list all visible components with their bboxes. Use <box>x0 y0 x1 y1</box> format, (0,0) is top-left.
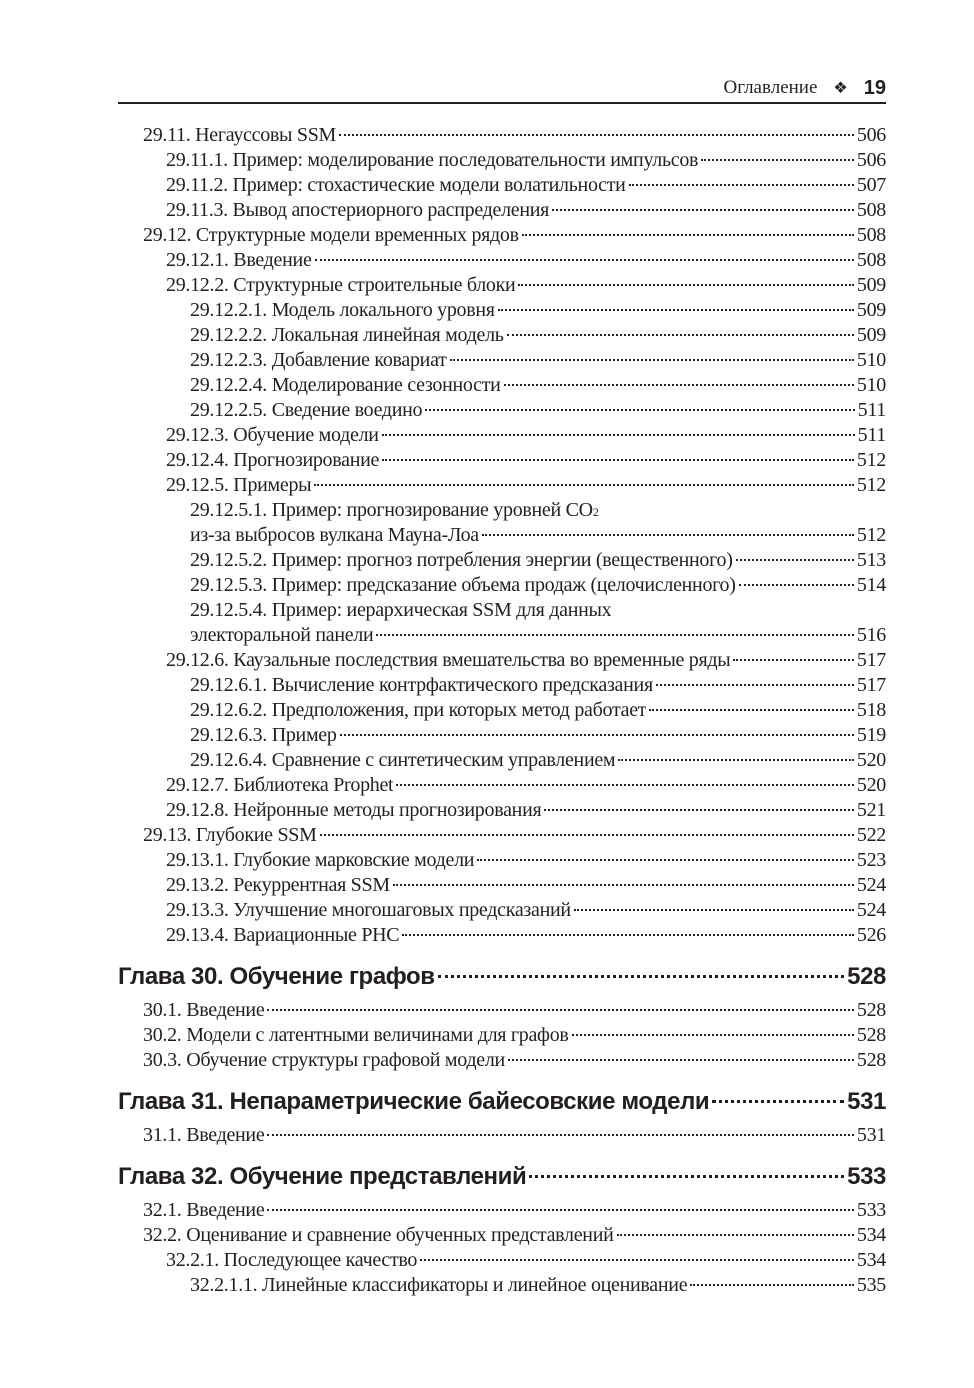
dot-leader <box>574 909 854 911</box>
toc-entry[interactable] <box>118 348 886 373</box>
dot-leader <box>656 684 854 686</box>
entry-title: 29.13.2. Рекуррентная SSM <box>166 874 390 896</box>
toc-entry[interactable] <box>118 1248 886 1273</box>
entry-title: 29.12.6.4. Сравнение с синтетическим управлением <box>190 749 616 771</box>
entry-page: 533 <box>847 1163 886 1190</box>
dot-leader <box>518 284 853 286</box>
toc-entry[interactable] <box>118 673 886 698</box>
entry-page: 518 <box>856 699 886 721</box>
toc-entry[interactable] <box>118 873 886 898</box>
entry-page: 513 <box>856 549 886 571</box>
entry-page: 522 <box>856 824 886 846</box>
chapter-heading[interactable] <box>118 1159 886 1195</box>
entry-page: 516 <box>856 624 886 646</box>
dot-leader <box>340 734 854 736</box>
entry-title: Глава 32. Обучение представлений <box>118 1163 527 1190</box>
entry-page: 511 <box>857 424 886 446</box>
toc-entry-line1 <box>118 598 886 623</box>
entry-page: 531 <box>847 1088 886 1115</box>
entry-title: 29.13.1. Глубокие марковские модели <box>166 849 475 871</box>
dot-leader <box>552 209 854 211</box>
entry-page: 528 <box>856 999 886 1021</box>
toc-entry[interactable] <box>118 648 886 673</box>
entry-title: 29.12. Структурные модели временных рядов <box>143 224 519 246</box>
entry-title: 29.12.4. Прогнозирование <box>166 449 380 471</box>
entry-title: 29.12.2.2. Локальная линейная модель <box>190 324 504 346</box>
entry-page: 517 <box>856 674 886 696</box>
dot-leader <box>393 884 854 886</box>
toc-entry[interactable] <box>118 698 886 723</box>
entry-page: 535 <box>856 1274 886 1296</box>
toc-entry[interactable] <box>118 723 886 748</box>
table-of-contents <box>118 123 886 1298</box>
dot-leader <box>544 809 854 811</box>
dot-leader <box>733 659 853 661</box>
dot-leader <box>617 1234 854 1236</box>
entry-title: 32.2.1. Последующее качество <box>166 1249 418 1271</box>
entry-page: 531 <box>856 1124 886 1146</box>
entry-page: 507 <box>856 174 886 196</box>
toc-entry[interactable] <box>118 1198 886 1223</box>
entry-title: 29.11.3. Вывод апостериорного распределения <box>166 199 550 221</box>
toc-entry[interactable] <box>118 523 886 548</box>
entry-page: 506 <box>856 124 886 146</box>
toc-entry[interactable] <box>118 473 886 498</box>
toc-entry[interactable] <box>118 123 886 148</box>
dot-leader <box>572 1034 854 1036</box>
toc-entry[interactable] <box>118 323 886 348</box>
toc-entry[interactable] <box>118 223 886 248</box>
toc-entry[interactable] <box>118 923 886 948</box>
toc-entry[interactable] <box>118 423 886 448</box>
entry-page: 528 <box>856 1049 886 1071</box>
entry-title: 29.11.1. Пример: моделирование последовательности импульсов <box>166 149 699 171</box>
entry-title: 30.3. Обучение структуры графовой модели <box>143 1049 505 1071</box>
dot-leader <box>736 559 854 561</box>
chapter-heading[interactable] <box>118 1084 886 1120</box>
dot-leader <box>739 584 854 586</box>
dot-leader <box>450 359 854 361</box>
toc-entry[interactable] <box>118 773 886 798</box>
toc-entry-line1: 29.12.5.1. Пример: прогнозирование уровней CO 2 <box>190 499 599 521</box>
entry-page: 512 <box>856 449 886 471</box>
entry-page: 519 <box>856 724 886 746</box>
entry-title: 29.12.2.3. Добавление ковариат <box>190 349 447 371</box>
dot-leader <box>504 384 854 386</box>
toc-entry[interactable] <box>118 398 886 423</box>
toc-entry[interactable] <box>118 1223 886 1248</box>
entry-title: 32.1. Введение <box>143 1199 265 1221</box>
entry-page: 508 <box>856 199 886 221</box>
dot-leader <box>315 259 854 261</box>
entry-title-continued: электоральной панели <box>190 624 374 646</box>
entry-page: 528 <box>856 1024 886 1046</box>
entry-title: 29.12.1. Введение <box>166 249 312 271</box>
toc-entry[interactable] <box>118 448 886 473</box>
entry-page: 509 <box>856 324 886 346</box>
toc-entry[interactable] <box>118 898 886 923</box>
toc-entry[interactable] <box>118 248 886 273</box>
chapter-heading[interactable] <box>118 959 886 995</box>
toc-entry[interactable] <box>118 998 886 1023</box>
entry-page: 510 <box>856 349 886 371</box>
dot-leader <box>339 134 854 136</box>
entry-page: 506 <box>856 149 886 171</box>
toc-entry[interactable] <box>118 848 886 873</box>
dot-leader <box>477 859 854 861</box>
dot-leader <box>267 1209 853 1211</box>
dot-leader <box>629 184 854 186</box>
entry-title: 29.13. Глубокие SSM <box>143 824 317 846</box>
entry-title: 31.1. Введение <box>143 1124 265 1146</box>
entry-title: 29.12.5.4. Пример: иерархическая SSM для данных <box>190 599 612 621</box>
dot-leader <box>320 834 854 836</box>
dot-leader <box>402 934 854 936</box>
dot-leader <box>701 159 854 161</box>
toc-entry[interactable] <box>118 748 886 773</box>
entry-page: 511 <box>857 399 886 421</box>
dot-leader <box>267 1009 853 1011</box>
dot-leader <box>529 1175 844 1178</box>
running-header-title: Оглавление <box>723 77 818 98</box>
entry-title: 29.12.5.1. Пример: прогнозирование уровней CO <box>190 499 593 521</box>
entry-page: 517 <box>856 649 886 671</box>
entry-title: 29.12.6.3. Пример <box>190 724 337 746</box>
entry-page: 526 <box>856 924 886 946</box>
dot-leader <box>649 709 854 711</box>
toc-entry[interactable] <box>118 798 886 823</box>
toc-entry[interactable] <box>118 573 886 598</box>
dot-leader <box>482 534 854 536</box>
entry-title-continued: из-за выбросов вулкана Мауна-Лоа <box>190 524 479 546</box>
entry-page: 524 <box>856 899 886 921</box>
entry-title: 30.2. Модели с латентными величинами для графов <box>143 1024 569 1046</box>
entry-page: 509 <box>856 299 886 321</box>
entry-page: 509 <box>856 274 886 296</box>
dot-leader <box>420 1259 854 1261</box>
entry-page: 520 <box>856 749 886 771</box>
dot-leader <box>498 309 854 311</box>
entry-page: 534 <box>856 1249 886 1271</box>
entry-page: 524 <box>856 874 886 896</box>
entry-page: 528 <box>847 963 886 990</box>
entry-title: 29.12.2.5. Сведение воедино <box>190 399 423 421</box>
dot-leader <box>396 784 854 786</box>
entry-title: 30.1. Введение <box>143 999 265 1021</box>
entry-page: 508 <box>856 249 886 271</box>
entry-title: 29.12.5. Примеры <box>166 474 312 496</box>
dot-leader <box>376 634 853 636</box>
entry-page: 512 <box>856 524 886 546</box>
toc-entry[interactable] <box>118 373 886 398</box>
toc-entry[interactable] <box>118 298 886 323</box>
dot-leader <box>690 1284 854 1286</box>
page-number: 19 <box>863 76 886 99</box>
toc-entry[interactable] <box>118 623 886 648</box>
entry-title: 29.12.8. Нейронные методы прогнозирования <box>166 799 542 821</box>
toc-entry[interactable] <box>118 823 886 848</box>
dot-leader <box>618 759 854 761</box>
entry-page: 508 <box>856 224 886 246</box>
dot-leader <box>267 1134 853 1136</box>
entry-page: 533 <box>856 1199 886 1221</box>
entry-page: 534 <box>856 1224 886 1246</box>
entry-title: 29.12.2.1. Модель локального уровня <box>190 299 495 321</box>
toc-entry[interactable] <box>118 273 886 298</box>
entry-title: 29.12.6.2. Предположения, при которых метод работает <box>190 699 647 721</box>
dot-leader <box>507 334 854 336</box>
entry-title: 29.12.2. Структурные строительные блоки <box>166 274 516 296</box>
toc-entry[interactable] <box>118 548 886 573</box>
entry-page: 523 <box>856 849 886 871</box>
dot-leader <box>438 975 844 978</box>
dot-leader <box>425 409 854 411</box>
entry-title: Глава 30. Обучение графов <box>118 963 435 990</box>
toc-entry[interactable] <box>118 173 886 198</box>
toc-entry[interactable] <box>118 1048 886 1073</box>
entry-title: 29.12.7. Библиотека Prophet <box>166 774 394 796</box>
toc-entry[interactable] <box>118 1023 886 1048</box>
entry-page: 521 <box>856 799 886 821</box>
entry-title: 29.13.4. Вариационные РНС <box>166 924 400 946</box>
header-rule <box>118 102 886 104</box>
toc-entry[interactable] <box>118 148 886 173</box>
entry-title: 29.11. Негауссовы SSM <box>143 124 337 146</box>
entry-title: Глава 31. Непараметрические байесовские модели <box>118 1088 710 1115</box>
entry-title: 32.2. Оценивание и сравнение обученных представлений <box>143 1224 614 1246</box>
toc-entry[interactable] <box>118 1123 886 1148</box>
entry-page: 520 <box>856 774 886 796</box>
dot-leader <box>382 459 854 461</box>
running-header <box>118 74 886 102</box>
entry-title: 29.12.3. Обучение модели <box>166 424 379 446</box>
toc-entry[interactable] <box>118 1273 886 1298</box>
dot-leader <box>712 1100 844 1103</box>
ornament-icon: ❖ <box>833 80 848 97</box>
entry-title: 29.13.3. Улучшение многошаговых предсказаний <box>166 899 571 921</box>
entry-page: 514 <box>856 574 886 596</box>
dot-leader <box>508 1059 854 1061</box>
dot-leader <box>382 434 855 436</box>
entry-title: 29.12.6. Каузальные последствия вмешательства во временные ряды <box>166 649 731 671</box>
toc-entry[interactable] <box>118 198 886 223</box>
entry-page: 510 <box>856 374 886 396</box>
entry-title: 29.12.5.2. Пример: прогноз потребления энергии (вещественного) <box>190 549 733 571</box>
entry-title: 29.11.2. Пример: стохастические модели волатильности <box>166 174 626 196</box>
entry-title: 29.12.6.1. Вычисление контрфактического предсказания <box>190 674 653 696</box>
entry-page: 512 <box>856 474 886 496</box>
entry-title: 32.2.1.1. Линейные классификаторы и линейное оценивание <box>190 1274 688 1296</box>
entry-title: 29.12.5.3. Пример: предсказание объема продаж (целочисленного) <box>190 574 736 596</box>
entry-title: 29.12.2.4. Моделирование сезонности <box>190 374 501 396</box>
dot-leader <box>522 234 854 236</box>
dot-leader <box>314 484 854 486</box>
